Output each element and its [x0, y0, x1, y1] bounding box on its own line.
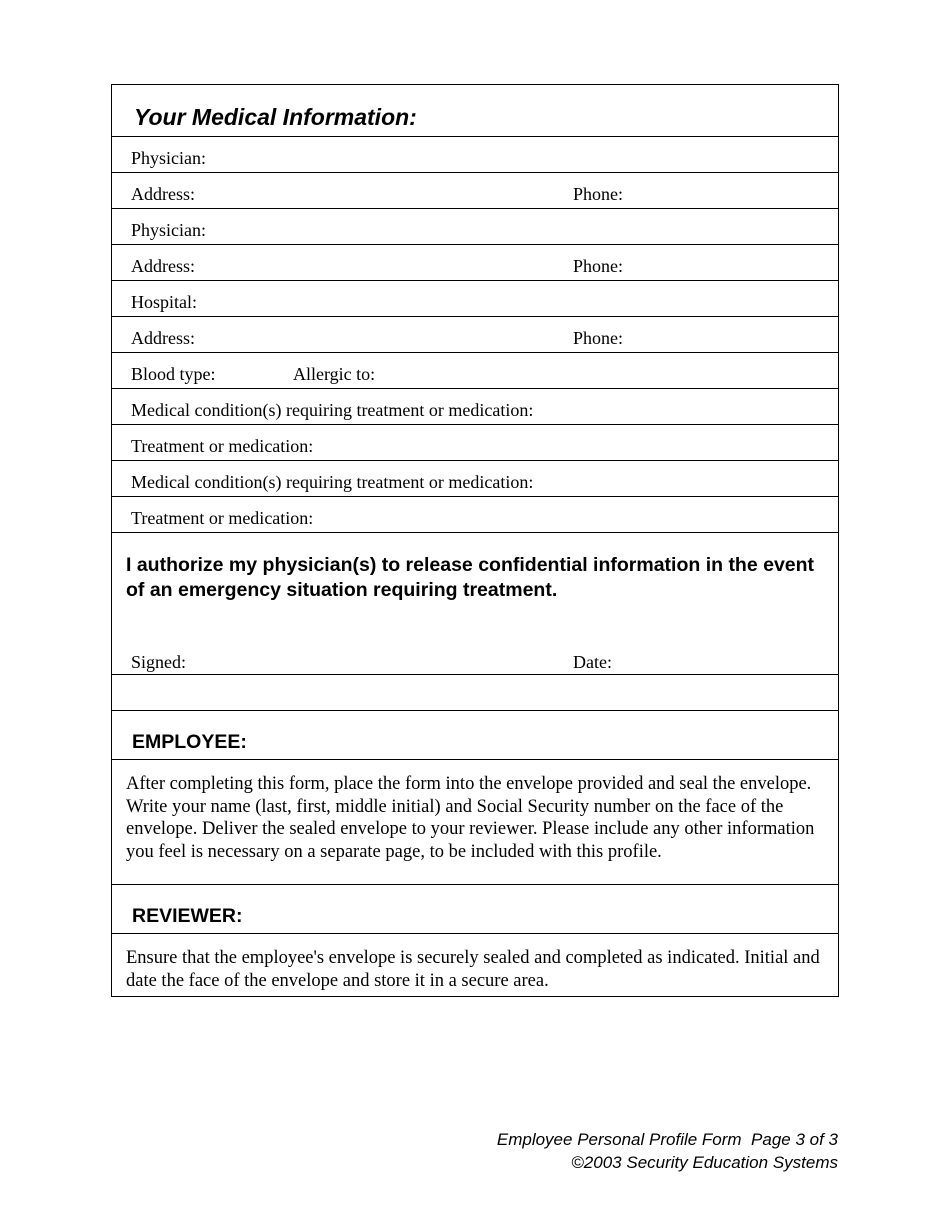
address-label: Address: [131, 184, 195, 204]
treatment-label: Treatment or medication: [131, 508, 314, 528]
employee-heading: EMPLOYEE: [132, 731, 247, 753]
date-label: Date: [573, 652, 612, 672]
footer-copyright: ©2003 Security Education Systems [571, 1153, 838, 1172]
phone-label: Phone: [573, 184, 624, 204]
footer-form-title: Employee Personal Profile Form Page 3 of 3 [496, 1130, 838, 1149]
address-label: Address: [131, 328, 195, 348]
physician-1-address-row[interactable] [112, 173, 838, 209]
physician-label: Physician: [131, 148, 206, 168]
section-title: Your Medical Information: [134, 104, 417, 130]
reviewer-instructions-row [112, 934, 838, 996]
phone-label: Phone: [573, 256, 624, 276]
reviewer-instructions: Ensure that the employee's envelope is securely sealed and completed as indicated. Initial and date the face of the envelope and store it in a secure area. [126, 948, 820, 991]
physician-1-row[interactable] [112, 137, 838, 173]
blood-type-label: Blood type: [131, 364, 216, 384]
reviewer-heading: REVIEWER: [132, 905, 243, 927]
blood-allergy-row[interactable] [112, 353, 838, 389]
allergic-to-label: Allergic to: [293, 364, 376, 384]
treatment-1-row[interactable] [112, 425, 838, 461]
employee-instructions: After completing this form, place the form into the envelope provided and seal the envelope. Write your name (last, first, middle initial) and Social Security number on the face of the envelope. Deliver the sealed envelope to your reviewer. Please include any other information you feel is necessary on a separate page, to be included with this profile. [126, 774, 815, 862]
signed-label: Signed: [131, 652, 187, 672]
authorization-row [112, 533, 838, 675]
hospital-label: Hospital: [131, 292, 197, 312]
treatment-label: Treatment or medication: [131, 436, 314, 456]
condition-2-row[interactable] [112, 461, 838, 497]
phone-label: Phone: [573, 328, 624, 348]
condition-1-row[interactable] [112, 389, 838, 425]
employee-instructions-row [112, 760, 838, 885]
authorization-statement: I authorize my physician(s) to release confidential information in the event of an emergency situation requiring treatment. [126, 554, 815, 601]
employee-heading-row [112, 711, 838, 760]
blank-row [112, 675, 838, 711]
hospital-row[interactable] [112, 281, 838, 317]
reviewer-heading-row [112, 885, 838, 934]
medical-information-form [111, 84, 839, 997]
condition-label: Medical condition(s) requiring treatment or medication: [131, 472, 534, 492]
address-label: Address: [131, 256, 195, 276]
medical-title-row [112, 85, 838, 137]
treatment-2-row[interactable] [112, 497, 838, 533]
page-footer [497, 1128, 838, 1174]
physician-label: Physician: [131, 220, 206, 240]
physician-2-address-row[interactable] [112, 245, 838, 281]
physician-2-row[interactable] [112, 209, 838, 245]
hospital-address-row[interactable] [112, 317, 838, 353]
condition-label: Medical condition(s) requiring treatment or medication: [131, 400, 534, 420]
